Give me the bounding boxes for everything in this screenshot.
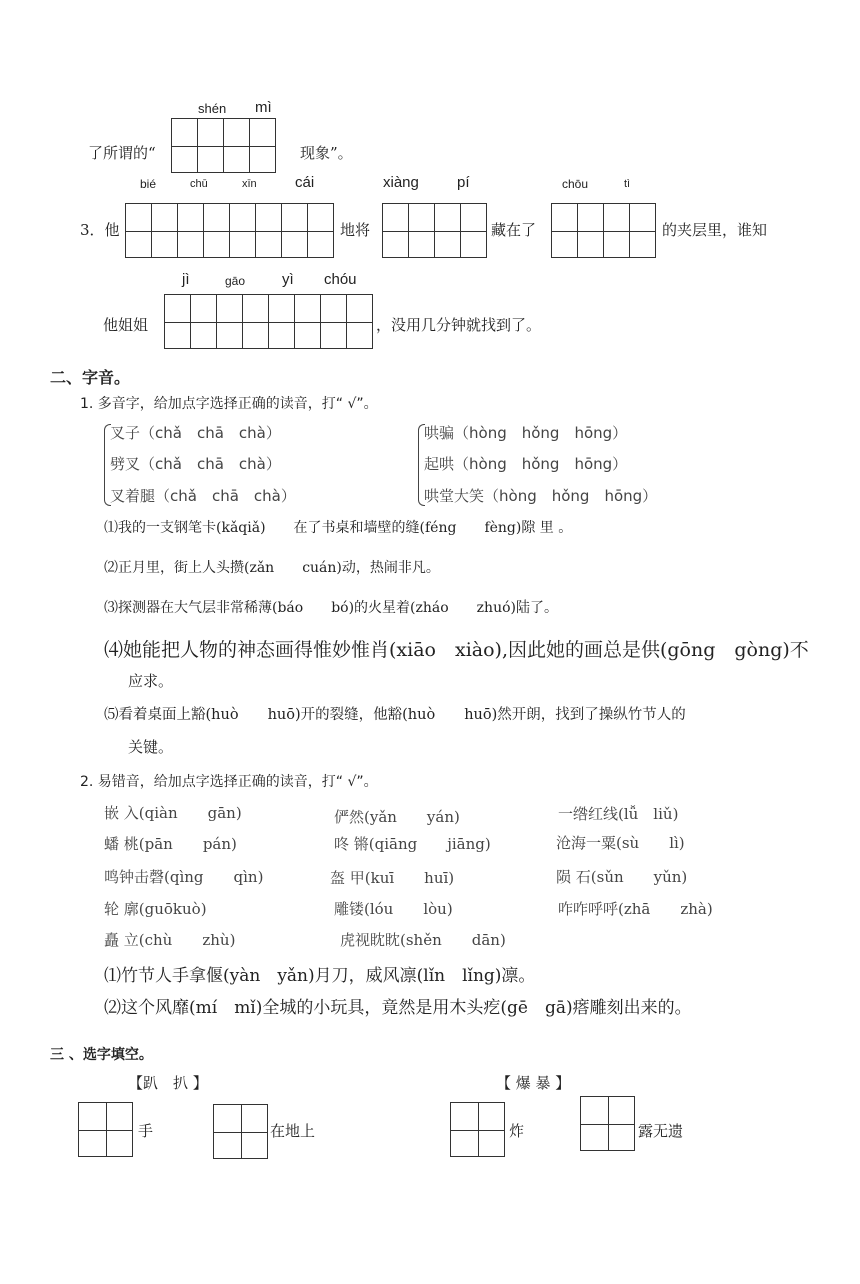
pinyin-bie: bié [140, 177, 157, 191]
easy-4c: 咋咋呼呼(zhā zhà) [558, 900, 713, 918]
easy-3b: 盔 甲(kuī huī) [330, 869, 455, 887]
easy-4a: 轮 廓(guōkuò) [104, 900, 207, 918]
fill-box-2[interactable] [213, 1104, 268, 1159]
sentence-2: ⑵正月里，街上人头攒(zǎn cuán)动，热闹非凡。 [104, 560, 440, 576]
polyphone-hong-2: 起哄（hòng hǒng hōng） [424, 455, 628, 473]
answer-grid-xiangpi[interactable] [382, 203, 487, 258]
sentence-3: ⑶探测器在大气层非常稀薄(báo bó)的火星着(zháo zhuó)陆了。 [104, 600, 558, 616]
pinyin-yi: yì [282, 271, 294, 288]
answer-grid-bie-chu-xin-cai[interactable] [125, 203, 334, 258]
pinyin-ji: jì [182, 271, 190, 288]
pinyin-xin: xīn [242, 178, 257, 190]
easy-1b: 俨然(yǎn yán) [334, 808, 460, 826]
fill-box-3[interactable] [450, 1102, 505, 1157]
choice-group-2: 【 爆 暴 】 [496, 1074, 571, 1092]
easy-3c: 陨 石(sǔn yǔn) [556, 868, 688, 886]
q3-line2-prefix: 他姐姐 [103, 316, 149, 334]
q3-text-cangzaile: 藏在了 [491, 221, 537, 239]
easy-1a: 嵌 入(qiàn gān) [104, 804, 242, 822]
q3-text-jiaceng: 的夹层里，谁知 [662, 221, 768, 239]
section-2-sub1: 1. 多音字，给加点字选择正确的读音，打“ √”。 [80, 396, 378, 412]
answer-grid-shenmi[interactable] [171, 118, 276, 173]
easy-2b: 咚 锵(qiāng jiāng) [334, 835, 491, 853]
fill-box-4[interactable] [580, 1096, 635, 1151]
q3-text-dijiang: 地将 [340, 221, 371, 239]
fill-word-2: 在地上 [270, 1122, 316, 1140]
pinyin-ti: tì [624, 178, 631, 190]
answer-grid-jigaoyichou[interactable] [164, 294, 373, 349]
sentence-6: ⑴竹节人手拿偃(yàn yǎn)月刀，威风凛(lǐn lǐng)凛。 [104, 966, 536, 986]
pinyin-chu: chū [190, 178, 208, 190]
q2-suffix: 现象”。 [300, 144, 353, 162]
sentence-4-cont: 应求。 [128, 672, 174, 690]
easy-2c: 沧海一粟(sù lì) [556, 834, 685, 852]
pinyin-cai: cái [295, 174, 315, 191]
fill-box-1[interactable] [78, 1102, 133, 1157]
pinyin-chou2: chóu [324, 271, 357, 288]
answer-grid-chouti[interactable] [551, 203, 656, 258]
pinyin-gao: gāo [225, 274, 246, 288]
sentence-5: ⑸看着桌面上豁(huò huō)开的裂缝，他豁(huò huō)然开朗，找到了操纵竹节人的 [104, 707, 686, 723]
fill-word-1: 手 [138, 1122, 154, 1140]
easy-2a: 蟠 桃(pān pán) [104, 835, 237, 853]
sentence-7: ⑵这个风靡(mí mǐ)全城的小玩具，竟然是用木头疙(gē gā)瘩雕刻出来的。 [104, 998, 692, 1018]
q2-prefix: 了所谓的“ [88, 144, 156, 162]
section-2-title: 二、字音。 [50, 368, 131, 387]
polyphone-cha-1: 叉子（chǎ chā chà） [110, 424, 281, 442]
easy-1c: 一绺红线(lǚ liǔ) [558, 805, 679, 823]
q3-number: 3．他 [80, 221, 120, 239]
q3-line2-suffix: ，没用几分钟就找到了。 [376, 316, 542, 334]
polyphone-hong-3: 哄堂大笑（hòng hǒng hōng） [424, 487, 658, 505]
choice-group-1: 【趴 扒 】 [128, 1074, 208, 1092]
polyphone-hong-1: 哄骗（hòng hǒng hōng） [424, 424, 628, 442]
fill-word-3: 炸 [509, 1122, 525, 1140]
sentence-4: ⑷她能把人物的神态画得惟妙惟肖(xiāo xiào),因此她的画总是供(gōng gòng)不 [104, 639, 809, 661]
pinyin-pi: pí [457, 174, 470, 191]
sentence-1: ⑴我的一支钢笔卡(kǎqiǎ) 在了书桌和墙壁的缝(féng fèng)隙 里 。 [104, 520, 573, 536]
easy-4b: 雕镂(lóu lòu) [334, 900, 453, 918]
easy-5a: 矗 立(chù zhù) [104, 931, 236, 949]
pinyin-shen: shén [198, 101, 227, 116]
section-2-sub2: 2. 易错音，给加点字选择正确的读音，打“ √”。 [80, 774, 378, 790]
polyphone-cha-2: 劈叉（chǎ chā chà） [110, 455, 281, 473]
sentence-5-cont: 关键。 [128, 738, 174, 756]
polyphone-cha-3: 叉着腿（chǎ chā chà） [110, 487, 296, 505]
pinyin-mi: mì [255, 99, 272, 116]
section-3-title: 三 、选字填空。 [50, 1047, 153, 1063]
pinyin-xiang: xiàng [383, 174, 419, 191]
fill-word-4: 露无遗 [638, 1122, 684, 1140]
easy-5b: 虎视眈眈(shěn dān) [340, 931, 506, 949]
pinyin-chou: chōu [562, 177, 589, 191]
easy-3a: 鸣钟击磬(qìng qìn) [104, 868, 264, 886]
